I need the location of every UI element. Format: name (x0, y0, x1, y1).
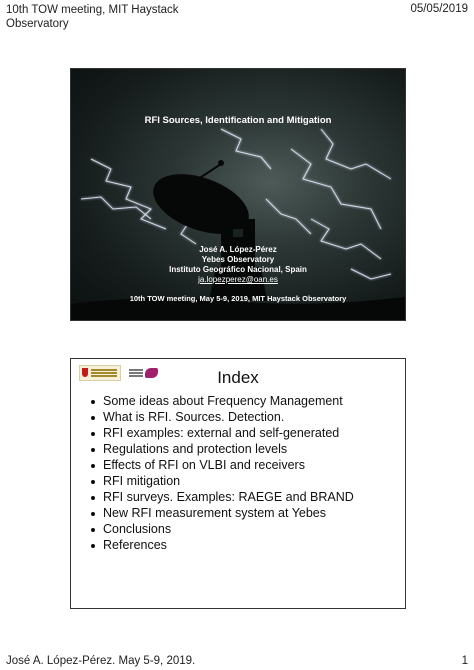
list-item: What is RFI. Sources. Detection. (91, 409, 354, 425)
list-item: Effects of RFI on VLBI and receivers (91, 457, 354, 473)
title-slide (70, 68, 406, 321)
author-email-link[interactable]: ja.lopezperez@oan.es (198, 275, 278, 284)
list-item: Some ideas about Frequency Management (91, 393, 354, 409)
author-affiliation: Yebes Observatory (201, 255, 275, 264)
list-item: RFI examples: external and self-generated (91, 425, 354, 441)
footer-author: José A. López-Pérez. May 5-9, 2019. (6, 655, 196, 667)
header-date: 05/05/2019 (410, 3, 468, 15)
author-institute: Instituto Geográfico Nacional, Spain (169, 265, 307, 274)
header-meeting-title: 10th TOW meeting, MIT Haystack Observatory (6, 4, 179, 30)
meeting-info: 10th TOW meeting, May 5-9, 2019, MIT Haystack Observatory (129, 294, 347, 303)
index-slide (70, 358, 406, 609)
list-item: Conclusions (91, 521, 354, 537)
author-block (71, 245, 405, 285)
list-item: Regulations and protection levels (91, 441, 354, 457)
index-title: Index (217, 368, 259, 387)
slide-title: RFI Sources, Identification and Mitigation (144, 115, 332, 126)
author-name: José A. López-Pérez (199, 245, 277, 254)
list-item: New RFI measurement system at Yebes (91, 505, 354, 521)
page-number: 1 (461, 655, 468, 667)
list-item: RFI surveys. Examples: RAEGE and BRAND (91, 489, 354, 505)
list-item: References (91, 537, 354, 553)
list-item: RFI mitigation (91, 473, 354, 489)
index-list (91, 393, 354, 553)
